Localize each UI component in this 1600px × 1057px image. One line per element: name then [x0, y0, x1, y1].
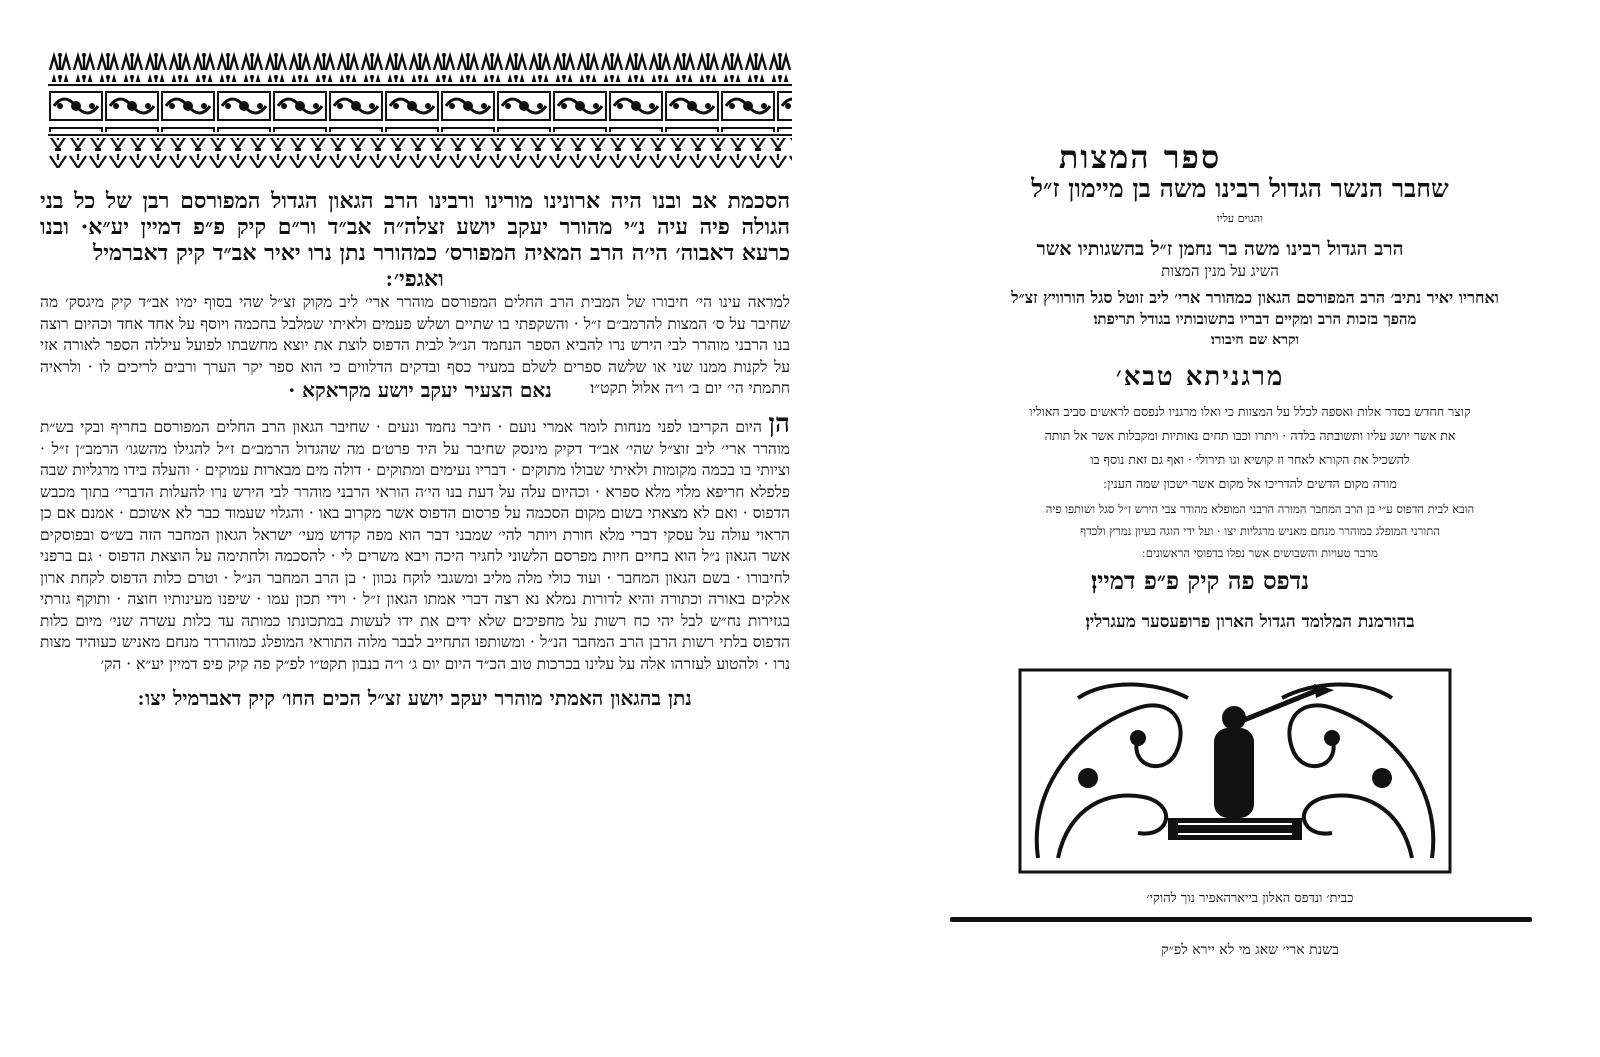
approbation-paragraph-1: למראה עינו הי׳ חיבורו של המבית הרב החלים המפורסם מוהרר ארי׳ ליב מקוק זצ״ל שהי בסוף ימיו אב״ד קיק מיגסק׳ מה שחיבר על ס׳ המצות להרמב״ם ז״ל · והשקפתי בו שתיים ושלש פעמים ולאיתי שמלבל בחכמה ויוסף על אחד אחד וכהיום רוצה בנו הרבני מוהרר לבי הירש נרו להביא הספר הנחמד הנ״ל לבית הדפוס לוצת את יוצא מחשבתו לפועל עיללה הספר לאורה אזי על לקנות ממנו שני או שלשה ספרים לשלם במעיר כסף ובדקים הדלווים כי הוא ספר יקר הערך ורבים לריכים לו · ולראיה חתמתי הי׳ יום ב׳ ו״ה אלול תקט״ו׃: [40, 293, 790, 397]
ramban-line-1: הרב הגדול רבינו משה בר נחמן ז״ל בהשגותיו אשר: [1036, 238, 1404, 260]
woodcut-caption: כבית׳ ונדפס האלון בייארהאפיר נוך להוקי׳: [1146, 891, 1354, 906]
approbation-header-line: הגולה פיה עיה נ״י מהורר יעקב יושע זצלה״ה אב״ד ור״ם קיק פ״פ דמיין יע״א· ובנו: [40, 214, 790, 240]
description-line: קוצר חחדש בסדר אלות ואספה לכלל על המצוות כי ואלו מרגניו לנפסם לראשים סביב האוליו: [1029, 404, 1471, 419]
commentator-line-3: וקרא שם חיבורו׃: [1210, 332, 1300, 348]
book-title: ספר המצות: [1058, 138, 1222, 176]
approbation-paragraph-2: [40, 409, 790, 675]
description-line: את אשר יושג עליו ותשובתה בלדה · ויתרו וכבו תחים נאותיות ומקבלות אשר אל תותה: [1044, 428, 1456, 443]
approbation-signature-1: נאם הצעיר יעקב יושע מקראקא ·: [288, 378, 552, 402]
horizontal-rule: [950, 917, 1532, 922]
permission-line: בהורמנת המלומד הגדול הארון פרופעסער מעגרלין׃: [1085, 612, 1415, 632]
paragraph-lead-word: הן: [768, 409, 790, 439]
description-line: מורה מקום הדשים להדריכו אל מקום אשר ישכון שמה הענין ׃: [1103, 476, 1397, 491]
publisher-line: התורני המופלג כמוהרר מנחם מאניש מרגליות יצו · ועל ידי הוגה בעיון נמרץ ולכדף: [1080, 524, 1440, 538]
gloss-label: והגוים עליו: [1217, 212, 1263, 225]
publisher-line: הובא לבית הדפוס ע״י בן הרב המחבר המורה הרבני המופלא מהודר צבי הירש ז״ל סגל ושותפו פיה: [1045, 502, 1475, 516]
woodcut-illustration: [1018, 668, 1452, 874]
ornamental-band: [48, 52, 792, 168]
description-line: להשכיל את הקורא לאחר וז קושיא וגו תירולי · ואף גם זאת נוסף בו: [1090, 452, 1410, 467]
approbation-header-line: כרעא דאבוה׳ הי׳ה הרב המאיה המפורס׳ כמהורר נתן נרו יאיר אב״ד קיק דאברמיל: [92, 240, 790, 266]
commentary-name: מרגניתא טבא׳: [1115, 362, 1285, 392]
approbation-header: [40, 188, 790, 292]
commentator-line-1: ואחריו יאיר נתיב׳ הרב המפורסם הגאון כמהורר ארי׳ ליב זוטל סגל הורוויץ זצ״ל: [1011, 288, 1499, 307]
approbation-header-line: הסכמת אב ובנו היה ארונינו מורינו ורבינו הרב הגאון הגדול המפורסם רבן של כל בני: [40, 188, 790, 214]
colophon-line: בשנת ארי׳ שאג מי לא יירא לפ״ק: [1161, 942, 1339, 958]
approbation-header-line: ואגפי׳ ׃: [386, 266, 444, 292]
right-page: [800, 0, 1600, 1057]
commentator-line-2: מהפך בזכות הרב ומקיים דבריו בתשובותיו בגודל תריפתו׃: [1093, 310, 1417, 328]
printed-at-line: נדפס פה קיק פ״פ דמיין׃: [1090, 566, 1309, 595]
author-line: שחבר הנשר הגדול רבינו משה בן מיימון ז״ל: [1031, 174, 1449, 203]
paragraph-body: היום הקריבו לפני מנחות לומר אמרי נועם · חיבר נחמד ונעים · שחיבר הגאון הרב החלים המפורסם בחריף ובקי בש״ת מוהרר ארי׳ ליב זוצ״ל שהי׳ אב״ד דקיק מינסק שחיבר על היד פרט׳ם מה שהגדול הרמב״ם ז״ל להגילו מהשגו׳ הרמב״ן ז״ל · וציותי בו בכמה מקומות ולאיתי שבולו מתוקים · דבריו נעימים ומתוקים · דולה מים מבארות עמוקים · והעלה בידו מרגליות שבה פלפלא חריפא מלוי מלא ספרא · וכהיום עלה על דעת בנו הי׳ה הוראי הרבני מוהרר לבי הירש נרו להעלות הדברי׳ בתוך מכבש הדפוס · ואם לא מצאתי בשום מקום הסכמה על פרסום הדפוס אשר מקרוב באו · והגלוי שעמוד כבר לא אשוכם · אמנם אם כן הראוי עולה על עסקי דברי מלא חורת ויותר להי׳ שמבני דבר הוא מפה קדוש מעי׳ ישראל הגאון המחבר הזה בש״ס ובפוסקים אשר הגאון נ״ל הוא בחיים חיות מפרסם הלשוני לחגיר היכה ויבא משרים לי · להסכמה ולחתימה על הוצאת הדפוס · גם ברפני לחיבורו · בשם הגאון המחבר · ועוד כולי מלה מליב ומשגבי לוקח נכוון · בן הרב המחבר הנ״ל · וטרם כלות הדפוס לקחת ארון אלקים באורה וכתורה והיא לדורות נמלא נא רצה דברי אמתו הגאון ז״ל · וידי תכון עמו · שיפנו מעינותיו חוצה · ותוקף גזרתי בגזירות נח״ש לבל יהי כח רשות על מחפיכים שלא ידים את ידו לעשות במתכונתו כמותה עד כלות עשרה שני׳ מיום כלות הדפוס בלתי רשות הרבן הרב המחבר הנ״ל · ומשותפו התחייב לבבר מלוה התוראי המופלג כמוהררר מנחם מאניש כעוהיד מצות נרו · ולהטוע לעזרהו אלה על עלינו בכרכות טוב הכ״ד היום יום ג׳ ו״ה בנבון תקט״ו לפ״ק פה קיק פיפ דמיין יע״א · הק׳: [40, 418, 790, 673]
approbation-signature-2: נתן בהגאון האמתי מוהרר יעקב יושע זצ״ל הכים החו׳ קיק דאברמיל יצו ׃: [138, 686, 692, 710]
ramban-line-2: השיג על מנין המצות: [1161, 262, 1279, 280]
publisher-line: מרבר טעויות והשבושים אשר נפלו בדפוסי הראשונים ׃: [1142, 546, 1378, 560]
